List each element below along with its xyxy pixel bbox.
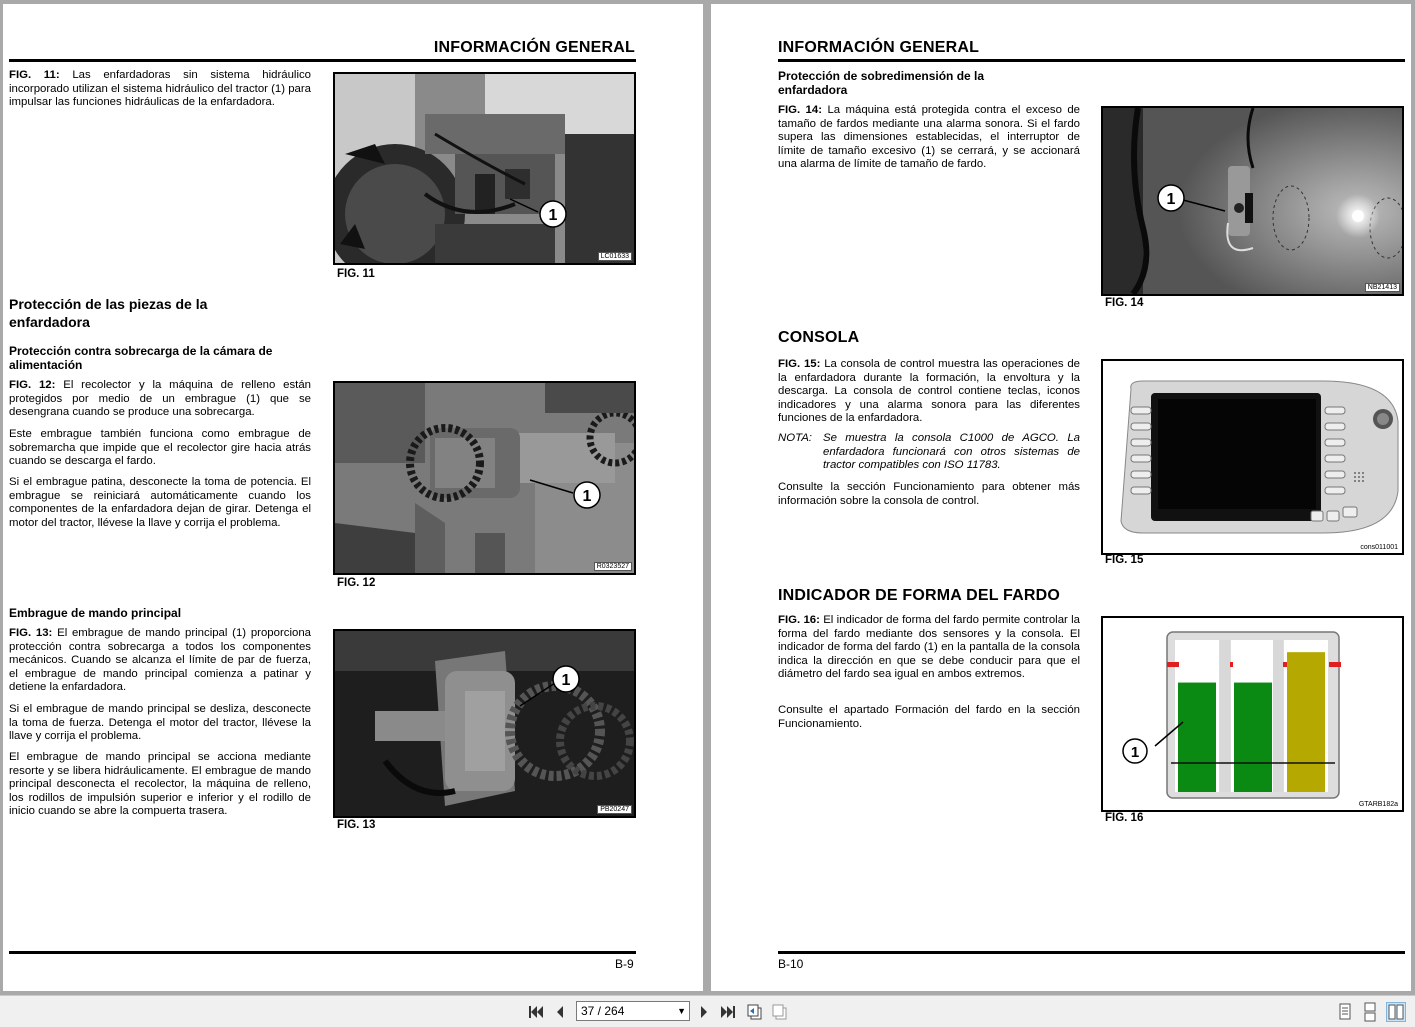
bale-bar-separator (1273, 640, 1283, 792)
fig13-callout: 1 (561, 672, 571, 689)
footer-rule (9, 951, 636, 954)
subsection-title-embrague: Embrague de mando principal (9, 606, 182, 620)
page-b9 (3, 4, 703, 991)
fig14-image (1101, 106, 1404, 296)
fig12-callout: 1 (582, 488, 592, 505)
fig11-callout: 1 (548, 207, 558, 224)
fig14-paragraph: FIG. 14: La máquina está protegida contra el exceso de tamaño de fardos mediante una alarma sonora. Si el fardo supera las dimensiones establecidas, el interruptor de límite de tamaño excesivo (1) se cerrará, y se accionará una alarma de límite de tamaño de fardo. (778, 104, 1080, 171)
fig11-code: LC01633 (598, 252, 632, 261)
fig15-paragraph-2: Consulte la sección Funcionamiento para obtener más información sobre la consola de control. (778, 481, 1080, 507)
fig13-code: PB20247 (597, 805, 632, 814)
fig12-code: R0323527 (594, 562, 632, 571)
bale-limit-mark (1329, 662, 1341, 667)
indicador-title: INDICADOR DE FORMA DEL FARDO (778, 587, 1061, 604)
page-number: B-9 (615, 957, 634, 971)
fig13-paragraph-2: Si el embrague de mando principal se desliza, desconecte la toma de fuerza. Detenga el motor del tractor, llévese la llave y corrija el problema. (9, 703, 311, 743)
page-header: INFORMACIÓN GENERAL (778, 39, 980, 56)
header-rule (778, 59, 1405, 62)
bale-limit-mark (1167, 662, 1179, 667)
fig12-paragraph-2: Este embrague también funciona como embrague de sobremarcha que impide que el recolector gire hacia atrás cuando se descarga el fardo. (9, 428, 311, 468)
consola-title: CONSOLA (778, 329, 860, 346)
fig16-image (1101, 616, 1404, 812)
fig12-caption: FIG. 12 (337, 577, 376, 589)
page-header: INFORMACIÓN GENERAL (433, 39, 635, 56)
fig14-callout: 1 (1166, 191, 1176, 208)
bale-bar-fill (1287, 652, 1325, 792)
fig12-paragraph: FIG. 12: El recolector y la máquina de relleno están protegidos por medio de un embrague (1) que se desengrana cuando se produce una sobrecarga. (9, 379, 311, 419)
header-rule (9, 59, 636, 62)
single-page-view-icon[interactable] (1335, 1002, 1355, 1022)
fig11-image (333, 72, 636, 265)
fig14-caption: FIG. 14 (1105, 297, 1144, 309)
fig11-paragraph: FIG. 11: Las enfardadoras sin sistema hidráulico incorporado utilizan el sistema hidráulico del tractor (1) para impulsar las funciones hidráulicas de la enfardadora. (9, 69, 312, 109)
fig16-paragraph: FIG. 16: El indicador de forma del fardo permite controlar la forma del fardo mediante dos sensores y la consola. El indicador de forma del fardo (1) en la pantalla de la consola indica la dirección en que se debe conducir para que el diámetro del fardo sea igual en ambos extremos. (778, 614, 1080, 681)
fig11-caption: FIG. 11 (337, 268, 375, 280)
fig13-caption: FIG. 13 (337, 819, 376, 831)
previous-page-icon[interactable] (550, 1002, 570, 1022)
fig13-image (333, 629, 636, 818)
next-page-icon[interactable] (694, 1002, 714, 1022)
fig12-image (333, 381, 636, 575)
two-page-view-icon[interactable] (1386, 1002, 1406, 1022)
last-page-icon[interactable] (718, 1002, 738, 1022)
page-number-field[interactable]: 37 / 264 ▼ (576, 1001, 690, 1021)
bale-bar-separator (1220, 640, 1230, 792)
fig16-callout: 1 (1130, 744, 1140, 761)
fig16-code: GTARB182a (1358, 801, 1398, 808)
section-title: Protección de las piezas de la enfardadora (9, 296, 208, 330)
fig14-code: NB21413 (1365, 283, 1400, 292)
page-number: B-10 (778, 957, 804, 971)
fig15-paragraph: FIG. 15: La consola de control muestra las operaciones de la enfardadora durante la formación, la envoltura y la descarga. La consola de control contiene teclas, iconos indicadores y una alarma sonora para las diferentes funciones de la enfardadora. (778, 358, 1080, 425)
fig15-note: NOTA: Se muestra la consola C1000 de AGCO. La enfardadora funcionará con otros sistemas de tractor compatibles con ISO 11783. (778, 432, 1080, 472)
subsection-title-alimentacion: Protección contra sobrecarga de la cámara de alimentación (9, 344, 273, 372)
bale-bar-fill (1178, 683, 1216, 792)
subsection-title-sobredimension: Protección de sobredimensión de la enfardadora (778, 69, 985, 97)
fig15-image (1101, 359, 1404, 555)
first-page-icon[interactable] (526, 1002, 546, 1022)
fig15-caption: FIG. 15 (1105, 554, 1144, 566)
next-view-icon[interactable] (770, 1002, 790, 1022)
fig13-paragraph: FIG. 13: El embrague de mando principal (1) proporciona protección contra sobrecarga a todos los componentes mecánicos. Cuando se alcanza el límite de par de fuerza, el embrague de mando principal comienza a patinar y detiene la enfardadora. (9, 627, 311, 694)
continuous-view-icon[interactable] (1360, 1002, 1380, 1022)
fig12-paragraph-3: Si el embrague patina, desconecte la toma de potencia. El embrague se reiniciará automáticamente cuando los componentes de la enfardadora dejan de girar. Detenga el motor del tractor, llévese la llave y corrija el problema. (9, 476, 311, 529)
fig13-paragraph-3: El embrague de mando principal se acciona mediante resorte y se libera hidráulicamente. El embrague de mando principal desconecta el recolector, la máquina de relleno, los rodillos de impulsión superior e inferior y el rodillo de inicio cuando se abre la compuerta trasera. (9, 751, 311, 818)
fig16-paragraph-2: Consulte el apartado Formación del fardo en la sección Funcionamiento. (778, 704, 1080, 730)
fig16-caption: FIG. 16 (1105, 812, 1144, 824)
footer-rule (778, 951, 1405, 954)
page-b10 (711, 4, 1411, 991)
previous-view-icon[interactable] (745, 1002, 765, 1022)
bale-bar-fill (1234, 683, 1272, 792)
fig15-code: cons011001 (1360, 544, 1398, 551)
chevron-down-icon[interactable]: ▼ (677, 1006, 686, 1016)
navigation-toolbar (0, 995, 1415, 1027)
